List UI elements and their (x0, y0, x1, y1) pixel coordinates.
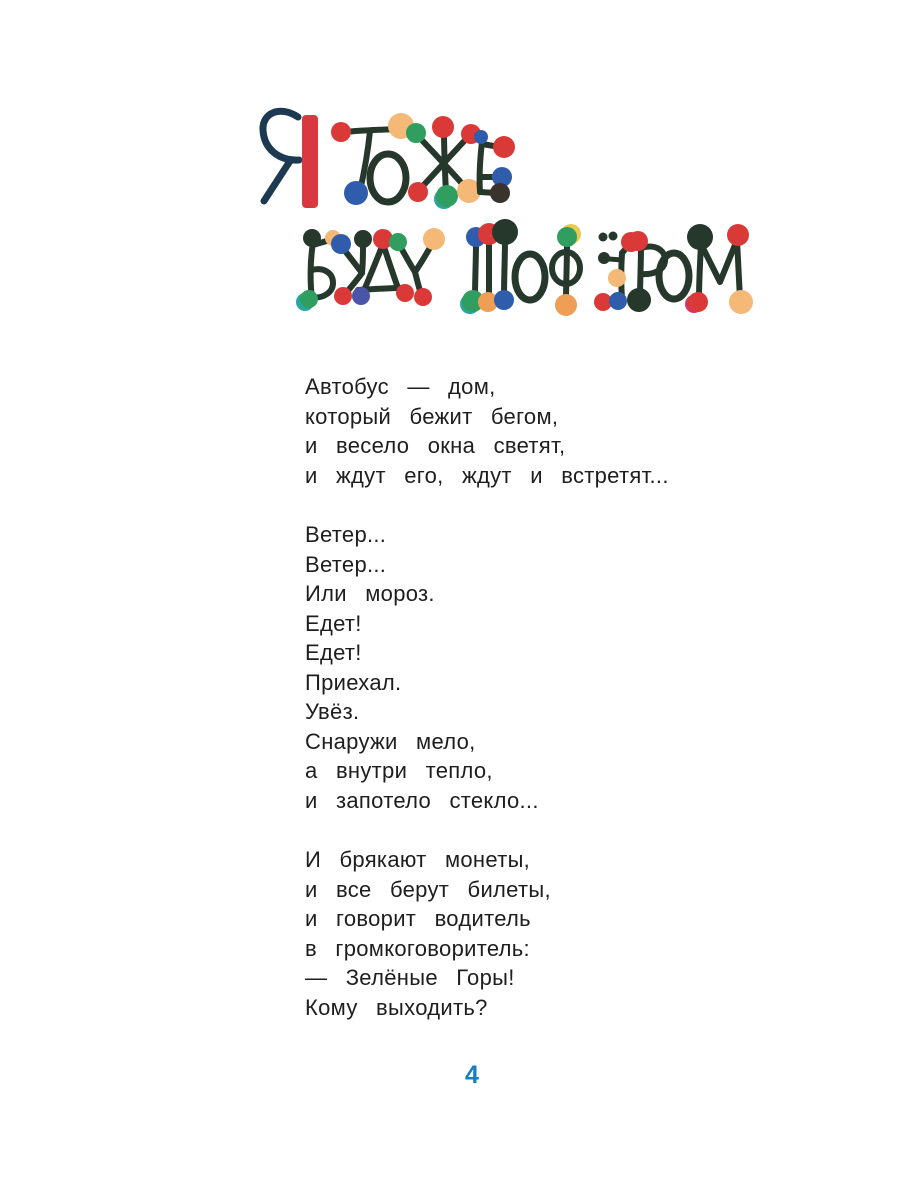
title-letter-o2 (515, 254, 545, 300)
title-letter-m (685, 224, 753, 314)
poem (305, 372, 669, 1052)
poem-line: и весело окна светят, (305, 433, 566, 458)
page-number: 4 (465, 1061, 479, 1089)
poem-line: Едет! (305, 640, 362, 665)
poem-line: Или мороз. (305, 581, 435, 606)
stanza (305, 845, 669, 1022)
poem-line: в громкоговоритель: (305, 935, 530, 961)
poem-line: и запотело стекло... (305, 787, 539, 813)
poem-line: и ждут его, ждут и встретят... (305, 462, 669, 488)
title-art-svg (248, 103, 768, 323)
title-letter-f (552, 224, 581, 316)
poem-line: — Зелёные Горы! (305, 965, 515, 990)
poem-line: И брякают монеты, (305, 847, 531, 872)
title-letter-zh (406, 116, 481, 209)
title-letter-ya (263, 111, 318, 208)
title-lettering (248, 103, 768, 323)
poem-line: Кому выходить? (305, 994, 488, 1020)
poem-line: который бежит бегом, (305, 403, 559, 429)
poem-line: Автобус — дом, (305, 374, 496, 399)
poem-line: Снаружи мело, (305, 728, 476, 754)
poem-line: и все берут билеты, (305, 876, 551, 902)
poem-line: и говорит водитель (305, 906, 531, 931)
title-letter-sh (460, 219, 518, 314)
poem-line: Увёз. (305, 699, 360, 724)
poem-line: а внутри тепло, (305, 758, 493, 783)
title-letter-o1 (370, 154, 406, 202)
stanza (305, 520, 669, 815)
poem-line: Ветер... (305, 522, 387, 547)
poem-line: Едет! (305, 610, 362, 636)
stanza (305, 372, 669, 490)
title-letter-e1 (474, 130, 515, 203)
poem-line: Приехал. (305, 669, 402, 695)
poem-line: Ветер... (305, 551, 387, 577)
title-letter-o3 (659, 253, 689, 299)
